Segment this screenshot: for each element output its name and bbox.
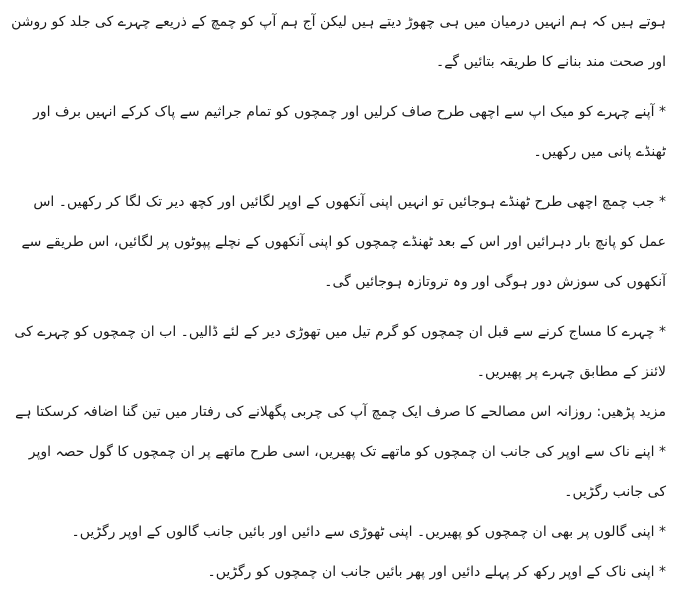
paragraph-step-eyes: * جب چمچ اچھی طرح ٹھنڈے ہوجائیں تو انہیں اپنی آنکھوں کے اوپر لگائیں اور کچھ دیر تک لگا کر رکھیں۔ اس عمل کو پانچ بار دہرائیں اور اس کے بعد ٹھنڈے چمچوں کو اپنی آنکھوں کے نچلے پپوٹوں پر لگائیں، اس طریقے سے آنکھوں کی سوزش دور ہوگی اور وہ تروتازہ ہوجائیں گی۔ xyxy=(21,194,666,290)
paragraph-step-forehead: * اپنے ناک سے اوپر کی جانب ان چمچوں کو ماتھے تک پھیریں، اسی طرح ماتھے پر ان چمچوں کا گول حصہ اوپر کی جانب رگڑیں۔ xyxy=(28,444,666,500)
paragraph-step-massage: * چہرے کا مساج کرنے سے قبل ان چمچوں کو گرم تیل میں تھوڑی دیر کے لئے ڈالیں۔ اب ان چمچوں کو چہرے کی لائنز کے مطابق چہرے پر پھیریں۔ xyxy=(14,324,666,380)
paragraph-step-cheeks: * اپنی گالوں پر بھی ان چمچوں کو پھیریں۔ اپنی ٹھوڑی سے دائیں اور بائیں جانب گالوں کے اوپر رگڑیں۔ xyxy=(71,524,666,540)
paragraph-read-more: مزید پڑھیں: روزانہ اس مصالحے کا صرف ایک چمچ آپ کی چربی پگھلانے کی رفتار میں تین گنا اضافہ کرسکتا ہے xyxy=(15,404,666,420)
paragraph-intro: ہوتے ہیں کہ ہم انہیں درمیان میں ہی چھوڑ دیتے ہیں لیکن آج ہم آپ کو چمچ کے ذریعے چہرے کی جلد کو روشن اور صحت مند بنانے کا طریقہ بتائیں گے۔ xyxy=(11,14,666,70)
paragraph-step-nose: * اپنی ناک کے اوپر رکھ کر پہلے دائیں اور پھر بائیں جانب ان چمچوں کو رگڑیں۔ xyxy=(207,564,666,580)
paragraph-step-clean-spoons: * آپنے چہرے کو میک اپ سے اچھی طرح صاف کرلیں اور چمچوں کو تمام جراثیم سے پاک کرکے انہیں برف اور ٹھنڈے پانی میں رکھیں۔ xyxy=(33,104,666,160)
